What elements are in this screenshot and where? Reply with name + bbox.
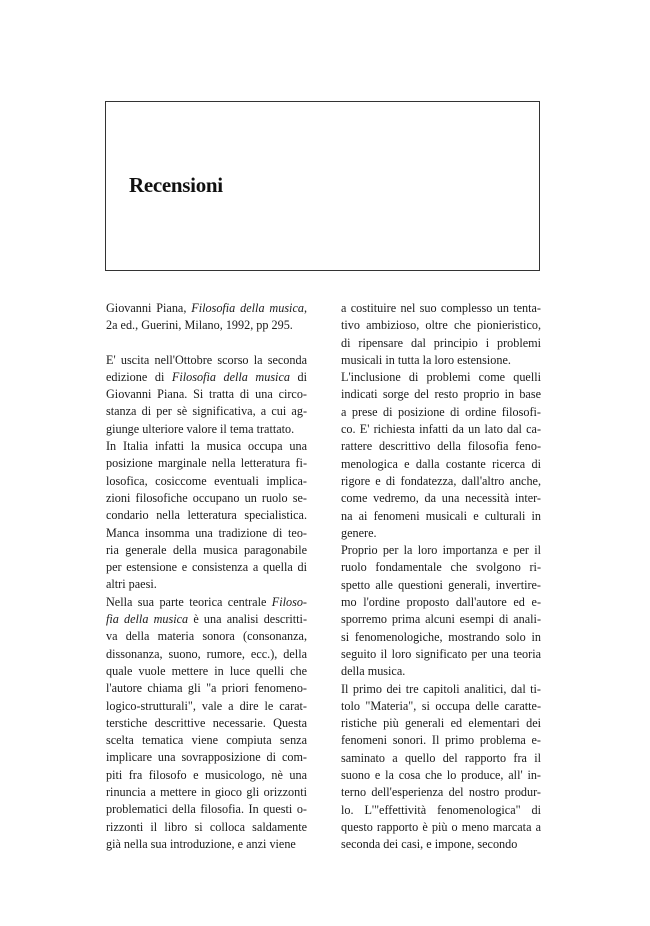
paragraph <box>341 542 541 680</box>
text-line: l'autore chiama gli "a priori fenomeno- <box>106 681 307 696</box>
text-line: losofica, cosiccome eventuali implica- <box>106 473 307 488</box>
text-line: stanza di per sè significativa, a cui ag- <box>106 404 307 419</box>
text-line: scelta tematica viene compiuta senza <box>106 733 307 748</box>
text-line: edizione di Filosofia della musica di <box>106 369 307 384</box>
paragraph <box>341 300 541 369</box>
right-column-body <box>341 300 541 854</box>
text-line: fenomeni sonori. Il primo problema e- <box>341 733 541 748</box>
text-line: seconda dei casi, e impone, secondo <box>341 837 518 852</box>
text-line: di ripensare dal principio i problemi <box>341 335 541 350</box>
paragraph <box>106 594 307 853</box>
text-line: suono e la cosa che lo produce, all' in- <box>341 768 541 783</box>
book-citation <box>106 300 307 335</box>
text-line: implicare una sovrapposizione di com- <box>106 750 307 765</box>
text-line: condario nella letteratura specialistica. <box>106 508 307 523</box>
text-line: indicati sorge del resto proprio in base <box>341 387 541 402</box>
text-line: genere. <box>341 525 377 540</box>
paragraph <box>341 369 541 542</box>
text-line: mo l'ordine proposto dall'autore ed e- <box>341 595 541 610</box>
text-line: ruolo fondamentale che svolgono ri- <box>341 560 541 575</box>
text-line: Proprio per la loro importanza e per il <box>341 543 541 558</box>
text-line: ria generale della musica paragonabile <box>106 542 307 557</box>
text-line: tolo "Materia", si occupa delle caratte- <box>341 698 541 713</box>
text-line: come vedremo, da una necessità inter- <box>341 491 541 506</box>
citation-line: 2a ed., Guerini, Milano, 1992, pp 295. <box>106 318 293 333</box>
text-line: ristiche più generali ed elementari dei <box>341 716 541 731</box>
text-line: altri paesi. <box>106 577 157 592</box>
paragraph <box>106 438 307 594</box>
text-line: spetto alle questioni generali, invertire- <box>341 577 541 592</box>
text-line: rinuncia a mettere in gioco gli orizzonti <box>106 785 307 800</box>
text-line: rizzonti il libro si colloca saldamente <box>106 819 307 834</box>
text-line: Nella sua parte teorica centrale Filoso- <box>106 594 307 609</box>
text-line: a prese di posizione di ordine filosofi- <box>341 404 541 419</box>
text-line: a costituire nel suo complesso un tenta- <box>341 301 541 315</box>
text-line: va della materia sonora (consonanza, <box>106 629 307 644</box>
text-line: seguito il loro significato per una teoria <box>341 646 541 661</box>
text-line: Il primo dei tre capitoli analitici, dal ti- <box>341 681 541 696</box>
text-line: posizione marginale nella letteratura fi- <box>106 456 307 471</box>
section-title: Recensioni <box>129 173 223 197</box>
text-line: tivo ambizioso, oltre che pionieristico, <box>341 318 541 333</box>
paragraph <box>106 352 307 438</box>
text-line: quale vuole mettere in luce quelli che <box>106 663 307 678</box>
text-line: L'inclusione di problemi come quelli <box>341 370 541 385</box>
text-line: problematici della filosofia. In questi o- <box>106 802 307 817</box>
text-line: In Italia infatti la musica occupa una <box>106 439 307 454</box>
text-line: piti fra filosofo e musicologo, nè una <box>106 767 307 782</box>
text-line: si fenomenologiche, mostrando solo in <box>341 629 541 644</box>
text-line: giunge ulteriore valore il tema trattato. <box>106 421 295 436</box>
text-line: questo rapporto è più o meno marcata a <box>341 819 541 834</box>
text-line: fia della musica è una analisi descritti- <box>106 612 307 627</box>
left-column-body <box>106 352 307 854</box>
text-line: rigore e di fondatezza, dall'altro anche, <box>341 473 541 488</box>
text-line: Giovanni Piana. Si tratta di una circo- <box>106 387 307 402</box>
text-line: già nella sua introduzione, e anzi viene <box>106 836 296 851</box>
text-line: zioni filosofiche occupano un ruolo se- <box>106 490 307 505</box>
text-line: Manca insomma una tradizione di teo- <box>106 525 307 540</box>
text-line: co. E' richiesta infatti da un lato dal ca- <box>341 422 541 437</box>
paragraph <box>341 681 541 854</box>
text-line: per estensione e consistenza a quella di <box>106 560 307 575</box>
text-line: na ai fenomeni musicali e culturali in <box>341 508 541 523</box>
text-line: logico-strutturali", vale a dire le carat- <box>106 698 307 713</box>
text-line: saminato a quello del rapporto fra il <box>341 750 541 765</box>
text-line: lo. L'"effettività fenomenologica" di <box>341 802 541 817</box>
section-header-box <box>105 101 540 271</box>
text-line: menologica e dalla costante ricerca di <box>341 456 541 471</box>
right-column <box>341 300 541 854</box>
text-line: rattere descrittivo della filosofia feno- <box>341 439 541 454</box>
text-line: terno dell'esperienza del nostro produr- <box>341 785 541 800</box>
left-column <box>106 300 307 853</box>
text-line: sporremo prima alcuni esempi di anali- <box>341 612 541 627</box>
citation-line: Giovanni Piana, Filosofia della musica, <box>106 301 307 315</box>
text-line: della musica. <box>341 664 406 679</box>
text-line: terstiche descrittive necessarie. Questa <box>106 715 307 730</box>
text-line: musicali in tutta la loro estensione. <box>341 352 511 367</box>
text-line: E' uscita nell'Ottobre scorso la seconda <box>106 352 307 367</box>
text-line: dissonanza, suono, rumore, ecc.), della <box>106 646 307 661</box>
